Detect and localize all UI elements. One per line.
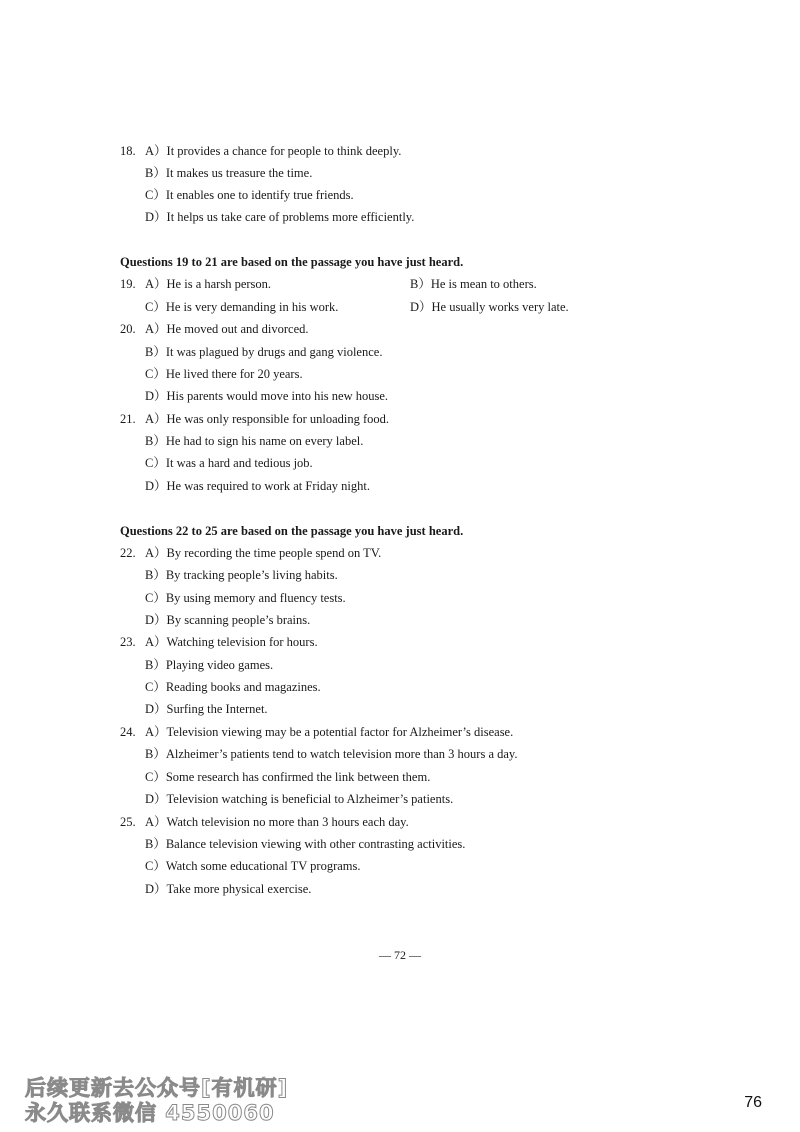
option-c: C）Some research has confirmed the link between them. <box>145 770 431 784</box>
section-heading-22-25: Questions 22 to 25 are based on the passage you have just heard. <box>120 524 464 538</box>
section-heading-19-21: Questions 19 to 21 are based on the passage you have just heard. <box>120 255 464 269</box>
option-c: C）Reading books and magazines. <box>145 680 321 694</box>
option-b: B）He is mean to others. <box>410 277 537 291</box>
option-a: A）He is a harsh person. <box>145 277 272 291</box>
watermark <box>25 1076 288 1126</box>
option-d: D）He usually works very late. <box>410 300 569 314</box>
question-number: 19. <box>120 277 136 291</box>
question-number: 20. <box>120 322 136 336</box>
question-number: 21. <box>120 412 136 426</box>
option-d: D）Surfing the Internet. <box>145 702 268 716</box>
option-c: C）It was a hard and tedious job. <box>145 456 313 470</box>
option-b: B）It was plagued by drugs and gang violence. <box>145 345 383 359</box>
option-b: B）Playing video games. <box>145 658 274 672</box>
option-b: B）It makes us treasure the time. <box>145 166 313 180</box>
watermark-line-1: 后续更新去公众号[有机研] <box>25 1076 289 1100</box>
option-d: D）His parents would move into his new house. <box>145 389 389 403</box>
question-number: 18. <box>120 144 136 158</box>
question-number: 22. <box>120 546 136 560</box>
option-c: C）Watch some educational TV programs. <box>145 859 361 873</box>
option-b: B）He had to sign his name on every label. <box>145 434 364 448</box>
option-d: D）It helps us take care of problems more efficiently. <box>145 210 415 224</box>
option-d: D）Television watching is beneficial to Alzheimer’s patients. <box>145 792 454 806</box>
option-c: C）He lived there for 20 years. <box>145 367 303 381</box>
option-b: B）By tracking people’s living habits. <box>145 568 338 582</box>
option-b: B）Balance television viewing with other contrasting activities. <box>145 837 466 851</box>
option-d: D）Take more physical exercise. <box>145 882 312 896</box>
question-number: 24. <box>120 725 136 739</box>
option-a: A）It provides a chance for people to think deeply. <box>145 144 402 158</box>
question-number: 23. <box>120 635 136 649</box>
option-c: C）By using memory and fluency tests. <box>145 591 346 605</box>
option-a: A）Watching television for hours. <box>145 635 318 649</box>
page-number-footer: — 72 — <box>379 948 421 962</box>
option-d: D）By scanning people’s brains. <box>145 613 311 627</box>
corner-page-number: 76 <box>744 1094 762 1111</box>
option-b: B）Alzheimer’s patients tend to watch television more than 3 hours a day. <box>145 747 518 761</box>
option-a: A）He was only responsible for unloading food. <box>145 412 390 426</box>
option-a: A）By recording the time people spend on TV. <box>145 546 382 560</box>
option-c: C）He is very demanding in his work. <box>145 300 339 314</box>
question-number: 25. <box>120 815 136 829</box>
option-a: A）Television viewing may be a potential factor for Alzheimer’s disease. <box>145 725 514 739</box>
option-c: C）It enables one to identify true friends. <box>145 188 354 202</box>
watermark-line-2: 永久联系微信 4550060 <box>25 1101 275 1125</box>
option-a: A）Watch television no more than 3 hours each day. <box>145 815 409 829</box>
option-d: D）He was required to work at Friday night. <box>145 479 370 493</box>
option-a: A）He moved out and divorced. <box>145 322 309 336</box>
